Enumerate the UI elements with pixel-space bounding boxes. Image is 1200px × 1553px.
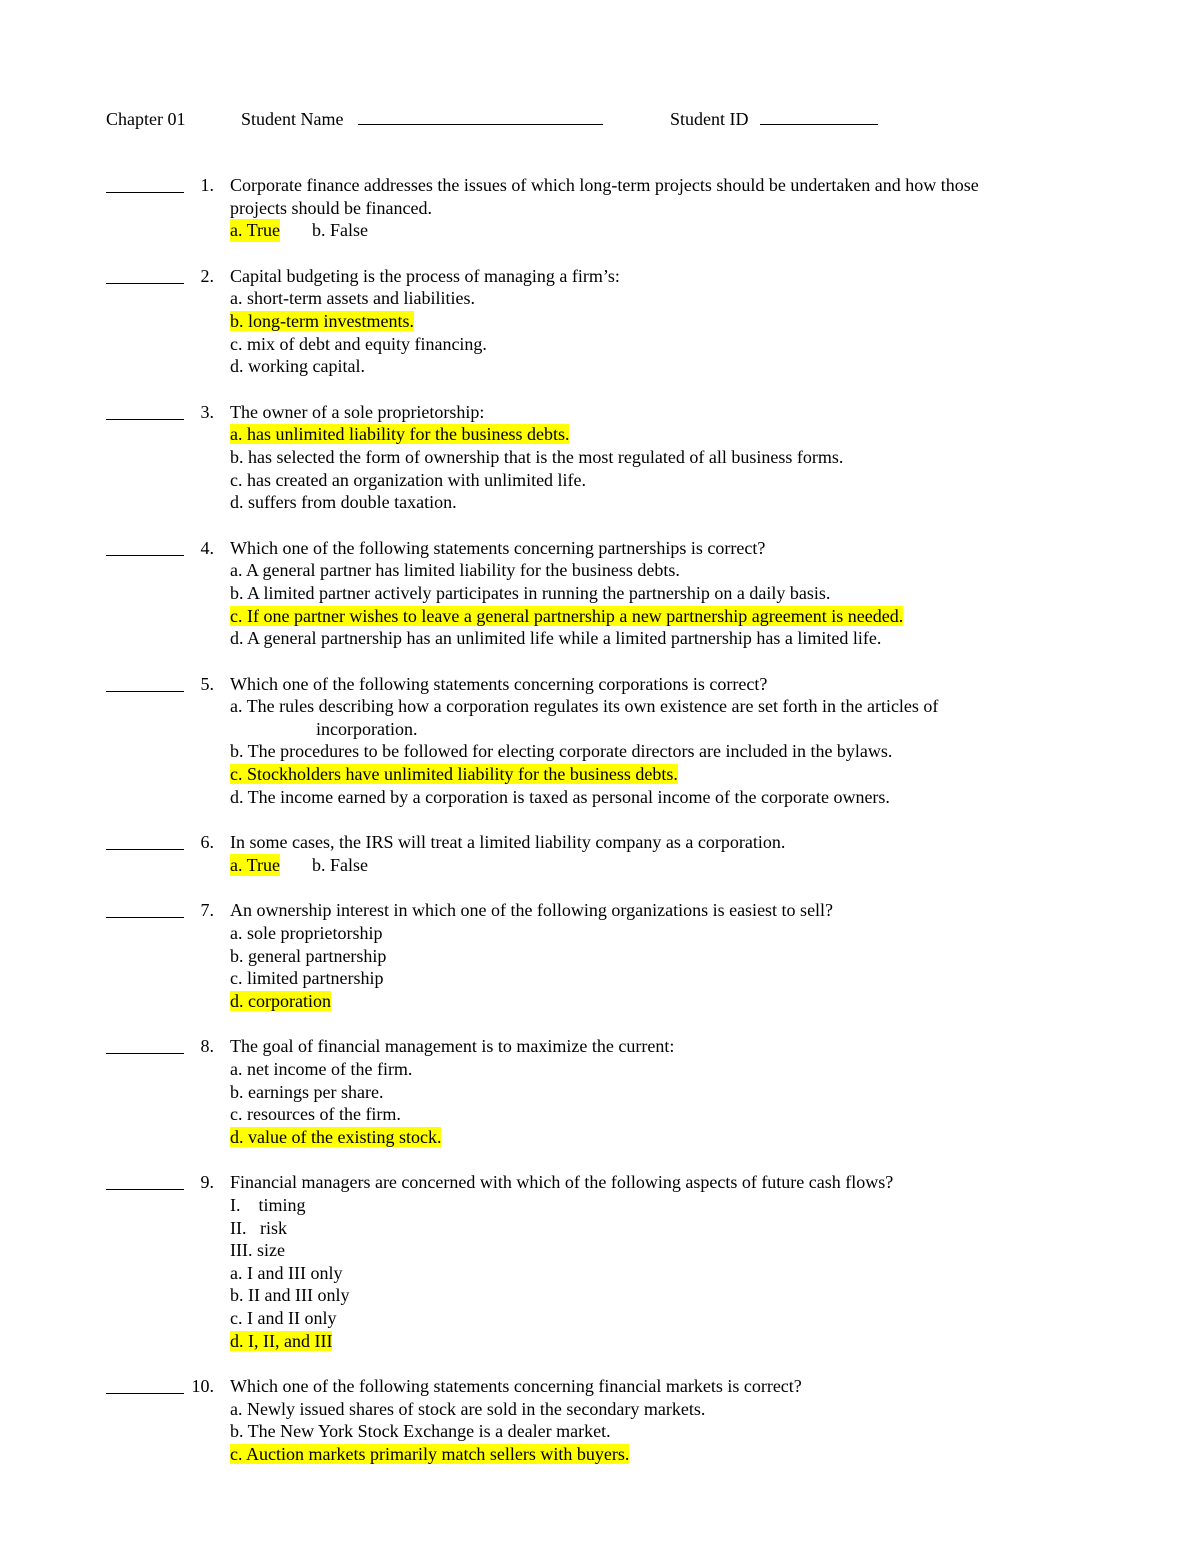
answer-option[interactable] bbox=[230, 1103, 1106, 1126]
option-text: c. mix of debt and equity financing. bbox=[230, 333, 487, 354]
student-name-field[interactable] bbox=[358, 106, 603, 125]
answer-option[interactable] bbox=[230, 1398, 1106, 1421]
answer-option-continuation bbox=[230, 718, 1106, 741]
option-text: d. working capital. bbox=[230, 356, 365, 377]
answer-blank[interactable] bbox=[106, 267, 184, 284]
question-stem: Which one of the following statements concerning financial markets is correct? bbox=[230, 1376, 802, 1397]
highlighted-answer-text: c. Stockholders have unlimited liability for the business debts. bbox=[230, 764, 678, 785]
option-text: a. The rules describing how a corporation regulates its own existence are set forth in the articles of bbox=[230, 696, 939, 717]
option-text: b. general partnership bbox=[230, 945, 387, 966]
question-number: 10. bbox=[191, 1376, 214, 1397]
option-text: c. limited partnership bbox=[230, 968, 384, 989]
option-text: d. The income earned by a corporation is taxed as personal income of the corporate owners. bbox=[230, 786, 890, 807]
chapter-label: Chapter 01 bbox=[106, 109, 186, 129]
answer-option[interactable] bbox=[230, 469, 1106, 492]
question-stem: The owner of a sole proprietorship: bbox=[230, 401, 485, 422]
true-false-options bbox=[230, 854, 1106, 877]
answer-option[interactable] bbox=[230, 1081, 1106, 1104]
answer-blank[interactable] bbox=[106, 1173, 184, 1190]
question-1 bbox=[106, 174, 1106, 242]
true-false-options bbox=[230, 219, 1106, 242]
answer-blank[interactable] bbox=[106, 675, 184, 692]
answer-option[interactable] bbox=[230, 1443, 1106, 1466]
student-id-label: Student ID bbox=[670, 109, 749, 129]
answer-option[interactable] bbox=[230, 1420, 1106, 1443]
answer-option[interactable] bbox=[230, 786, 1106, 809]
answer-blank[interactable] bbox=[106, 176, 184, 193]
answer-option[interactable] bbox=[230, 333, 1106, 356]
option-text: a. A general partner has limited liability for the business debts. bbox=[230, 560, 680, 581]
answer-blank[interactable] bbox=[106, 833, 184, 850]
option-text: a. sole proprietorship bbox=[230, 923, 383, 944]
option-text: c. resources of the firm. bbox=[230, 1104, 401, 1125]
roman-item: I. timing bbox=[230, 1194, 306, 1215]
question-number: 8. bbox=[200, 1036, 214, 1057]
option-text: b. The procedures to be followed for electing corporate directors are included in the bylaws. bbox=[230, 741, 893, 762]
roman-item: II. risk bbox=[230, 1217, 287, 1238]
answer-option[interactable] bbox=[230, 310, 1106, 333]
question-body bbox=[230, 1171, 1106, 1352]
question-stem: Corporate finance addresses the issues of which long-term projects should be undertaken and how those bbox=[230, 175, 979, 195]
highlighted-answer-text: d. value of the existing stock. bbox=[230, 1126, 442, 1147]
question-body bbox=[230, 831, 1106, 876]
option-text: incorporation. bbox=[316, 718, 418, 739]
answer-option[interactable] bbox=[230, 446, 1106, 469]
option-text: a. I and III only bbox=[230, 1262, 343, 1283]
answer-option[interactable] bbox=[230, 1058, 1106, 1081]
answer-option[interactable] bbox=[230, 1307, 1106, 1330]
question-9 bbox=[106, 1171, 1106, 1352]
question-list bbox=[106, 174, 1106, 1489]
answer-option[interactable]: b. False bbox=[312, 854, 369, 875]
question-number: 7. bbox=[200, 900, 214, 921]
answer-option[interactable] bbox=[230, 990, 1106, 1013]
answer-option[interactable] bbox=[230, 287, 1106, 310]
answer-option[interactable] bbox=[230, 967, 1106, 990]
question-body bbox=[230, 673, 1106, 809]
question-7 bbox=[106, 899, 1106, 1012]
question-number: 9. bbox=[200, 1172, 214, 1193]
question-8 bbox=[106, 1035, 1106, 1148]
answer-option[interactable] bbox=[230, 740, 1106, 763]
question-4 bbox=[106, 537, 1106, 650]
option-text: b. A limited partner actively participates in running the partnership on a daily basis. bbox=[230, 582, 831, 603]
answer-option[interactable]: a. True bbox=[230, 854, 281, 875]
question-body bbox=[230, 537, 1106, 650]
highlighted-answer-text: b. long-term investments. bbox=[230, 310, 414, 331]
answer-blank[interactable] bbox=[106, 901, 184, 918]
question-number: 3. bbox=[200, 401, 214, 422]
question-number: 2. bbox=[200, 265, 214, 286]
option-text: d. suffers from double taxation. bbox=[230, 492, 457, 513]
answer-option[interactable] bbox=[230, 1262, 1106, 1285]
answer-option[interactable] bbox=[230, 695, 1106, 718]
answer-option[interactable] bbox=[230, 922, 1106, 945]
answer-blank[interactable] bbox=[106, 403, 184, 420]
question-5 bbox=[106, 673, 1106, 809]
question-body bbox=[230, 401, 1106, 514]
answer-option[interactable] bbox=[230, 627, 1106, 650]
option-text: b. The New York Stock Exchange is a dealer market. bbox=[230, 1421, 611, 1442]
question-stem: projects should be financed. bbox=[230, 197, 432, 218]
question-2 bbox=[106, 265, 1106, 378]
question-6 bbox=[106, 831, 1106, 876]
answer-option[interactable] bbox=[230, 582, 1106, 605]
student-id-field[interactable] bbox=[760, 106, 878, 125]
answer-option[interactable] bbox=[230, 605, 1106, 628]
worksheet-header bbox=[106, 106, 1106, 132]
question-stem: Which one of the following statements concerning partnerships is correct? bbox=[230, 537, 766, 558]
answer-option[interactable] bbox=[230, 491, 1106, 514]
question-body bbox=[230, 174, 1106, 242]
highlighted-answer-text: d. corporation bbox=[230, 990, 331, 1011]
question-number: 6. bbox=[200, 832, 214, 853]
answer-option[interactable] bbox=[230, 945, 1106, 968]
question-number: 5. bbox=[200, 673, 214, 694]
question-body bbox=[230, 265, 1106, 378]
answer-option[interactable] bbox=[230, 1330, 1106, 1353]
option-text: a. Newly issued shares of stock are sold in the secondary markets. bbox=[230, 1398, 706, 1419]
question-number: 1. bbox=[200, 175, 214, 195]
question-body bbox=[230, 1035, 1106, 1148]
option-text: b. has selected the form of ownership that is the most regulated of all business forms. bbox=[230, 446, 844, 467]
answer-option[interactable] bbox=[230, 1126, 1106, 1149]
question-stem: In some cases, the IRS will treat a limited liability company as a corporation. bbox=[230, 832, 786, 853]
option-text: d. A general partnership has an unlimited life while a limited partnership has a limited life. bbox=[230, 628, 882, 649]
answer-option[interactable] bbox=[230, 763, 1106, 786]
question-body bbox=[230, 1375, 1106, 1465]
highlighted-answer-text: c. Auction markets primarily match sellers with buyers. bbox=[230, 1443, 630, 1464]
question-number: 4. bbox=[200, 537, 214, 558]
answer-option[interactable] bbox=[230, 559, 1106, 582]
answer-option[interactable] bbox=[230, 1284, 1106, 1307]
option-text: b. earnings per share. bbox=[230, 1081, 384, 1102]
answer-blank[interactable] bbox=[106, 1037, 184, 1054]
highlighted-answer-text: c. If one partner wishes to leave a general partnership a new partnership agreement is needed. bbox=[230, 605, 904, 626]
question-stem: Which one of the following statements concerning corporations is correct? bbox=[230, 673, 768, 694]
option-text: a. net income of the firm. bbox=[230, 1059, 413, 1079]
question-stem: Financial managers are concerned with which of the following aspects of future cash flows? bbox=[230, 1172, 894, 1193]
highlighted-answer-text: d. I, II, and III bbox=[230, 1330, 333, 1351]
option-text: a. short-term assets and liabilities. bbox=[230, 288, 475, 309]
question-10 bbox=[106, 1375, 1106, 1465]
student-name-label: Student Name bbox=[241, 109, 344, 129]
answer-option[interactable] bbox=[230, 423, 1106, 446]
question-body bbox=[230, 899, 1106, 1012]
option-text: c. has created an organization with unlimited life. bbox=[230, 469, 587, 490]
answer-option[interactable] bbox=[230, 355, 1106, 378]
answer-option[interactable]: a. True bbox=[230, 220, 281, 241]
option-text: b. II and III only bbox=[230, 1285, 350, 1306]
question-stem: An ownership interest in which one of the following organizations is easiest to sell? bbox=[230, 900, 834, 921]
roman-item: III. size bbox=[230, 1240, 285, 1261]
highlighted-answer-text: a. has unlimited liability for the business debts. bbox=[230, 424, 570, 445]
answer-blank[interactable] bbox=[106, 1377, 184, 1394]
option-text: c. I and II only bbox=[230, 1307, 337, 1328]
question-stem: Capital budgeting is the process of managing a firm’s: bbox=[230, 265, 620, 286]
question-3 bbox=[106, 401, 1106, 514]
question-stem: The goal of financial management is to maximize the current: bbox=[230, 1036, 675, 1057]
answer-option[interactable]: b. False bbox=[312, 220, 369, 241]
answer-blank[interactable] bbox=[106, 539, 184, 556]
